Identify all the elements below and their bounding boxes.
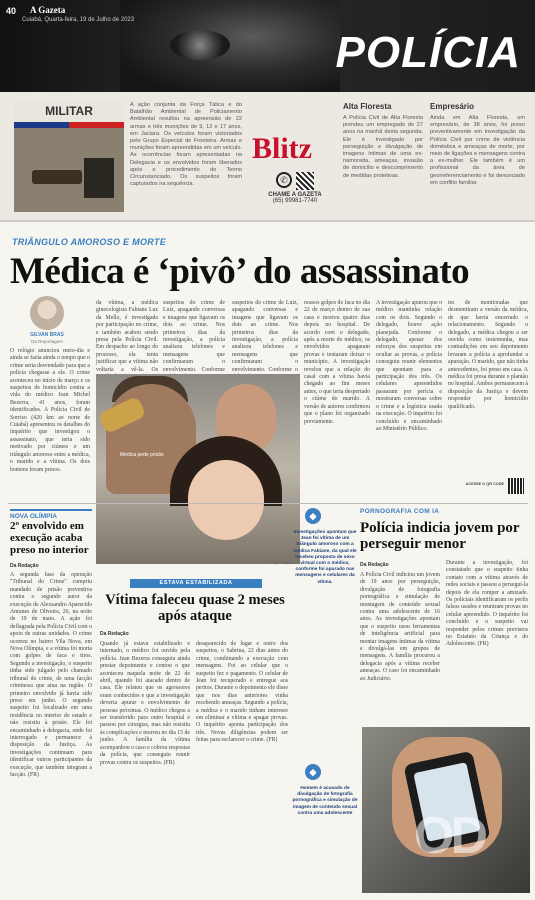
pornografia-column-2: Durante a investigação, foi constatado que o suspeito tinha contato com a vítima através de redes sociais e passou a persegui-la depois de ela romper a amizade. Os policiais identificaram os perfis falsos usados e reuniram provas no celular apreendido. O inquérito foi concluído e o suspeito vai responder pelos crimes previstos no Estatuto da Criança e do Adolescente. (FR) (446, 560, 528, 648)
seized-item (84, 158, 114, 198)
author-name: GILVAN BRAS (30, 332, 64, 338)
divider (8, 503, 528, 504)
empresario-title: Empresário (430, 102, 475, 111)
seized-weapon (32, 170, 82, 184)
pornografia-column-1: A Polícia Civil indiciou um jovem de 19 anos por perseguição, divulgação de fotografia pornográfica e simulação de montagem de conteúdo sexual contra uma adolescente de 16 anos. As investigações apontam que o suspeito usou ferramentas de inteligência artificial para montar imagens íntimas da vítima e divulgá-las em grupos de mensagens. A família procurou a delegacia após a vítima receber ameaças. O caso foi encaminhado ao Judiciário. (360, 572, 440, 682)
cat-eye (170, 30, 230, 60)
whatsapp-number: (65) 99981-7740 (272, 198, 318, 205)
pornografia-kicker: PORNOGRAFIA COM IA (360, 508, 440, 515)
pornografia-headline: Polícia indicia jovem por perseguir menor (360, 520, 520, 552)
police-stripe (14, 122, 124, 128)
section-title: POLÍCIA (335, 28, 521, 77)
story-column-4-top: suspeitos do crime de Luiz, apagando conversas e imagens que ligavam os dois ao crime. Nos primeiros dias da investigação, a polícia analisou telefones e mensagens que confirmaram o envolvimento. Conforme o (232, 300, 298, 373)
blitz-photo-banner: MILITAR (14, 100, 124, 122)
blitz-photo (14, 100, 124, 212)
blitz-logo: Blitz (252, 132, 312, 165)
highlight-icon-2: ◆ (305, 764, 321, 780)
story-column-4: nossos golpes de faca no dia 22 de março dentro de sua casa e morreu quatro dias depois no hospital. De acordo com o delegado, após a morte do médico, os envolvidos apagaram provas e tentaram deixar o município. A investigação revelou que a relação do casal com a vítima havia chegado ao fim meses antes, o que teria despertado o ciúme do marido. A versão de autores confirmou que o plano foi organizado previamente. (304, 300, 370, 425)
story-column-1: O relógio anunciou meio-dia e ainda se fazia ainda o tempo que o crime seria desvendado para que a polícia chegasse a ele. O crime aconteceu no início de março e os suspeitos de homicídio contra a vida do médico Jean Michel Bezerra, 41 anos, foram identificados. A Polícia Civil de Sorriso (420 km ao norte de Cuiabá) apresentou os detalhes do inquérito que investigou o assassinato, que teria sido motivado por ciúmes e um triângulo amoroso entre a médica, o marido e a vítima. Os dois homens foram presos. (10, 348, 90, 473)
photo-caption: Médica pede prisão (120, 452, 164, 458)
qr-note: ACESSE O QR CODE (465, 482, 504, 486)
story-column-3: suspeitos do crime de Luiz, apagando conversas e imagens que ligavam os dois ao crime. Nos primeiros dias da investigação, a polícia analisou telefones e mensagens que confirmaram o envolvimento. Conforme (163, 300, 225, 373)
blitz-body: A ação conjunta da Força Tática e do Batalhão Ambiental de Policiamento Ambiental resultou na apreensão de 22 armas e três munições de 9, 12 e 17 anos, em Jaciara. Os veículos foram vistoriados pelo Grupo Especial de Fronteira. Armas e munições foram apreendidas em um veículo. As ocorrências foram apresentadas na Delegacia e os envolvidos foram liberados após o procedimento do Termo Circunstanciado. Os suspeitos foram capturados na sequência. (130, 102, 242, 188)
alta-floresta-note (343, 102, 423, 215)
vitima-bar: ESTAVA ESTABILIZADA (130, 579, 262, 588)
photo-credit: Reprodução (270, 560, 292, 565)
story-qr-code[interactable] (508, 478, 524, 494)
vitima-column-1: Quando já estava estabilizado e internado, o médico foi ouvido pela polícia. Jean Bezerra conseguiu ainda prestar depoimento e contou o que aconteceu naquela noite de 22 de abril, quando foi atacado dentro de casa. Ele relatou que os agressores eram conhecidos e que a investigação deveria apurar o envolvimento de pessoas próximas. O médico chegou a ser transferido para outro hospital e passou por cirurgias, mas não resistiu às complicações e morreu no dia 15 de junho. A família da vítima acompanhou o caso e cobrou respostas da polícia, que conseguiu reunir provas contra os suspeitos. (FR) (100, 641, 190, 766)
qr-code-icon (296, 172, 314, 190)
nova-olimpia-body: A segunda fase da operação "Tribunal do Crime" cumpriu mandado de prisão preventiva contra o segundo autor da execução de Alexsandro Aparecido Antunes de Oliveira, 26, na noite de 19 de maio. A ação foi deflagrada pela Polícia Civil com o apoio de outras unidades. O crime ocorreu no bairro Vila Nova, em Nova Olímpia, e a vítima foi morta com golpes de faca e tiros. Segundo a investigação, o suspeito tinha sido julgado pelo chamado tribunal do crime, de uma facção criminosa que atua na região. O primeiro envolvido já havia sido preso em junho. O segundo suspeito foi localizado em uma residência no interior do estado e não resistiu à prisão. Ele foi encaminhado à delegacia, onde foi interrogado e permanece à disposição da Justiça. As investigações continuam para identificar outros participantes da execução, que também integram a facção. (FR) (10, 572, 92, 778)
story-kicker: TRIÂNGULO AMOROSO E MORTE (12, 237, 167, 247)
selfie-photo (96, 374, 300, 564)
empresario-note (430, 102, 525, 215)
nova-olimpia-headline: 2º envolvido em execução acaba preso no interior (10, 520, 89, 556)
empresario-body: Ainda em Alta Floresta, um empresário, de 38 anos, foi preso preventivamente em investigação da Polícia Civil por crime de violência doméstica e ameaças de morte, por meio de ligações e mensagens contra a ex-mulher. Ele também é um profissional da área de georreferenciamento e foi denunciado em conflito familiar. (430, 115, 525, 186)
pornografia-byline: Da Redação (360, 562, 389, 568)
alta-floresta-body: A Polícia Civil de Alta Floresta prendeu um empregado de 27 anos na manhã desta segunda. Ele é investigado por perseguição e divulgação de imagens íntimas de uma ex-namorada, ameaças, invasão de domicílio e descumprimento de medidas protetivas. (343, 115, 423, 179)
newspaper-logo: A Gazeta (30, 5, 66, 15)
highlight-icon-1: ◆ (305, 508, 321, 524)
woman-face (188, 460, 264, 540)
vitima-headline: Vítima faleceu quase 2 meses após ataque (105, 592, 285, 624)
page-number: 40 (6, 6, 17, 16)
story-column-5: A investigação apurou que o médico mantinha relação com os dois. Segundo o delegado, houve ação planejada. Conforme o delegado, apesar dos esforços dos suspeitos em ocultar as provas, a polícia conseguiu reunir elementos que apontam para a participação dos três. Os celulares apreendidos passaram por perícia e mostraram conversas sobre o crime e a logística usada na execução. O inquérito foi concluído e encaminhado ao Ministério Público. (376, 300, 443, 432)
author-photo (30, 296, 64, 330)
nova-olimpia-kicker: NOVA OLÍMPIA (10, 509, 92, 520)
vitima-byline: Da Redação (100, 631, 129, 637)
nova-olimpia-byline: Da Redação (10, 563, 39, 569)
story-column-2: da vítima, a médica ginecologista Fabiane Luz da Mello, é investigada por participação no crime, e também acabou sendo presa pela Polícia Civil. Em despacho ao longo do processo, ela tenta justificar que a vítima não voltaria a vê-la. Os (96, 300, 158, 373)
whatsapp-label: CHAME A GAZETA (268, 192, 322, 199)
alta-floresta-title: Alta Floresta (343, 102, 392, 111)
highlight-2: Homem é acusado de divulgação de fotografia pornográfica e simulação de imagem de conteúdo sexual contra uma adolescente (292, 786, 358, 816)
watermark-logo: OD (414, 807, 484, 865)
whatsapp-contact[interactable] (265, 172, 325, 204)
cat-photo (120, 0, 340, 92)
highlight-1: Investigações apontam que Jean foi vítima de um triângulo amoroso com a médica Fabiane, da qual ele recebeu proposta de sexo virtual com o médico, conforme foi apurado nas mensagens e celulares da vítima. (293, 530, 357, 585)
edition-date: Cuiabá, Quarta-feira, 19 de Julho de 2023 (22, 17, 135, 23)
story-column-6: tes de monitoradas que desmentiram a versão da médica, de que havia encerrado o relacionamento. Segundo o delegado, a médica chegou a ser ouvida como testemunha, mas contradições em seu depoimento levaram a polícia a aprofundar a apuração. O marido, que não tinha antecedentes, foi preso em casa. A médica foi presa durante o plantão no hospital. Ambos permanecem à disposição da Justiça e devem responder por homicídio qualificado. (448, 300, 529, 410)
author-role: Da Reportagem (31, 339, 63, 344)
story-headline: Médica é ‘pivô’ do assassinato (10, 251, 470, 292)
vitima-column-2: desaparecido de lugar e outro dos suspeitos, o Sabrina, 22 dias antes do crime, combinando a execução com mensagens. Foi ao celular que o suspeito fez o pagamento. O celular de Jean foi recuperado e entregue aos peritos. Durante o depoimento ele disse que nos dias anteriores vinha recebendo ameaças. Segundo a polícia, a médica e o marido tinham interesse em eliminar a vítima e apagar provas. O inquérito aponta participação dos três. Novas diligências podem ser feitas para esclarecer o crime. (FR) (196, 641, 288, 744)
whatsapp-icon: ✆ (276, 172, 292, 188)
